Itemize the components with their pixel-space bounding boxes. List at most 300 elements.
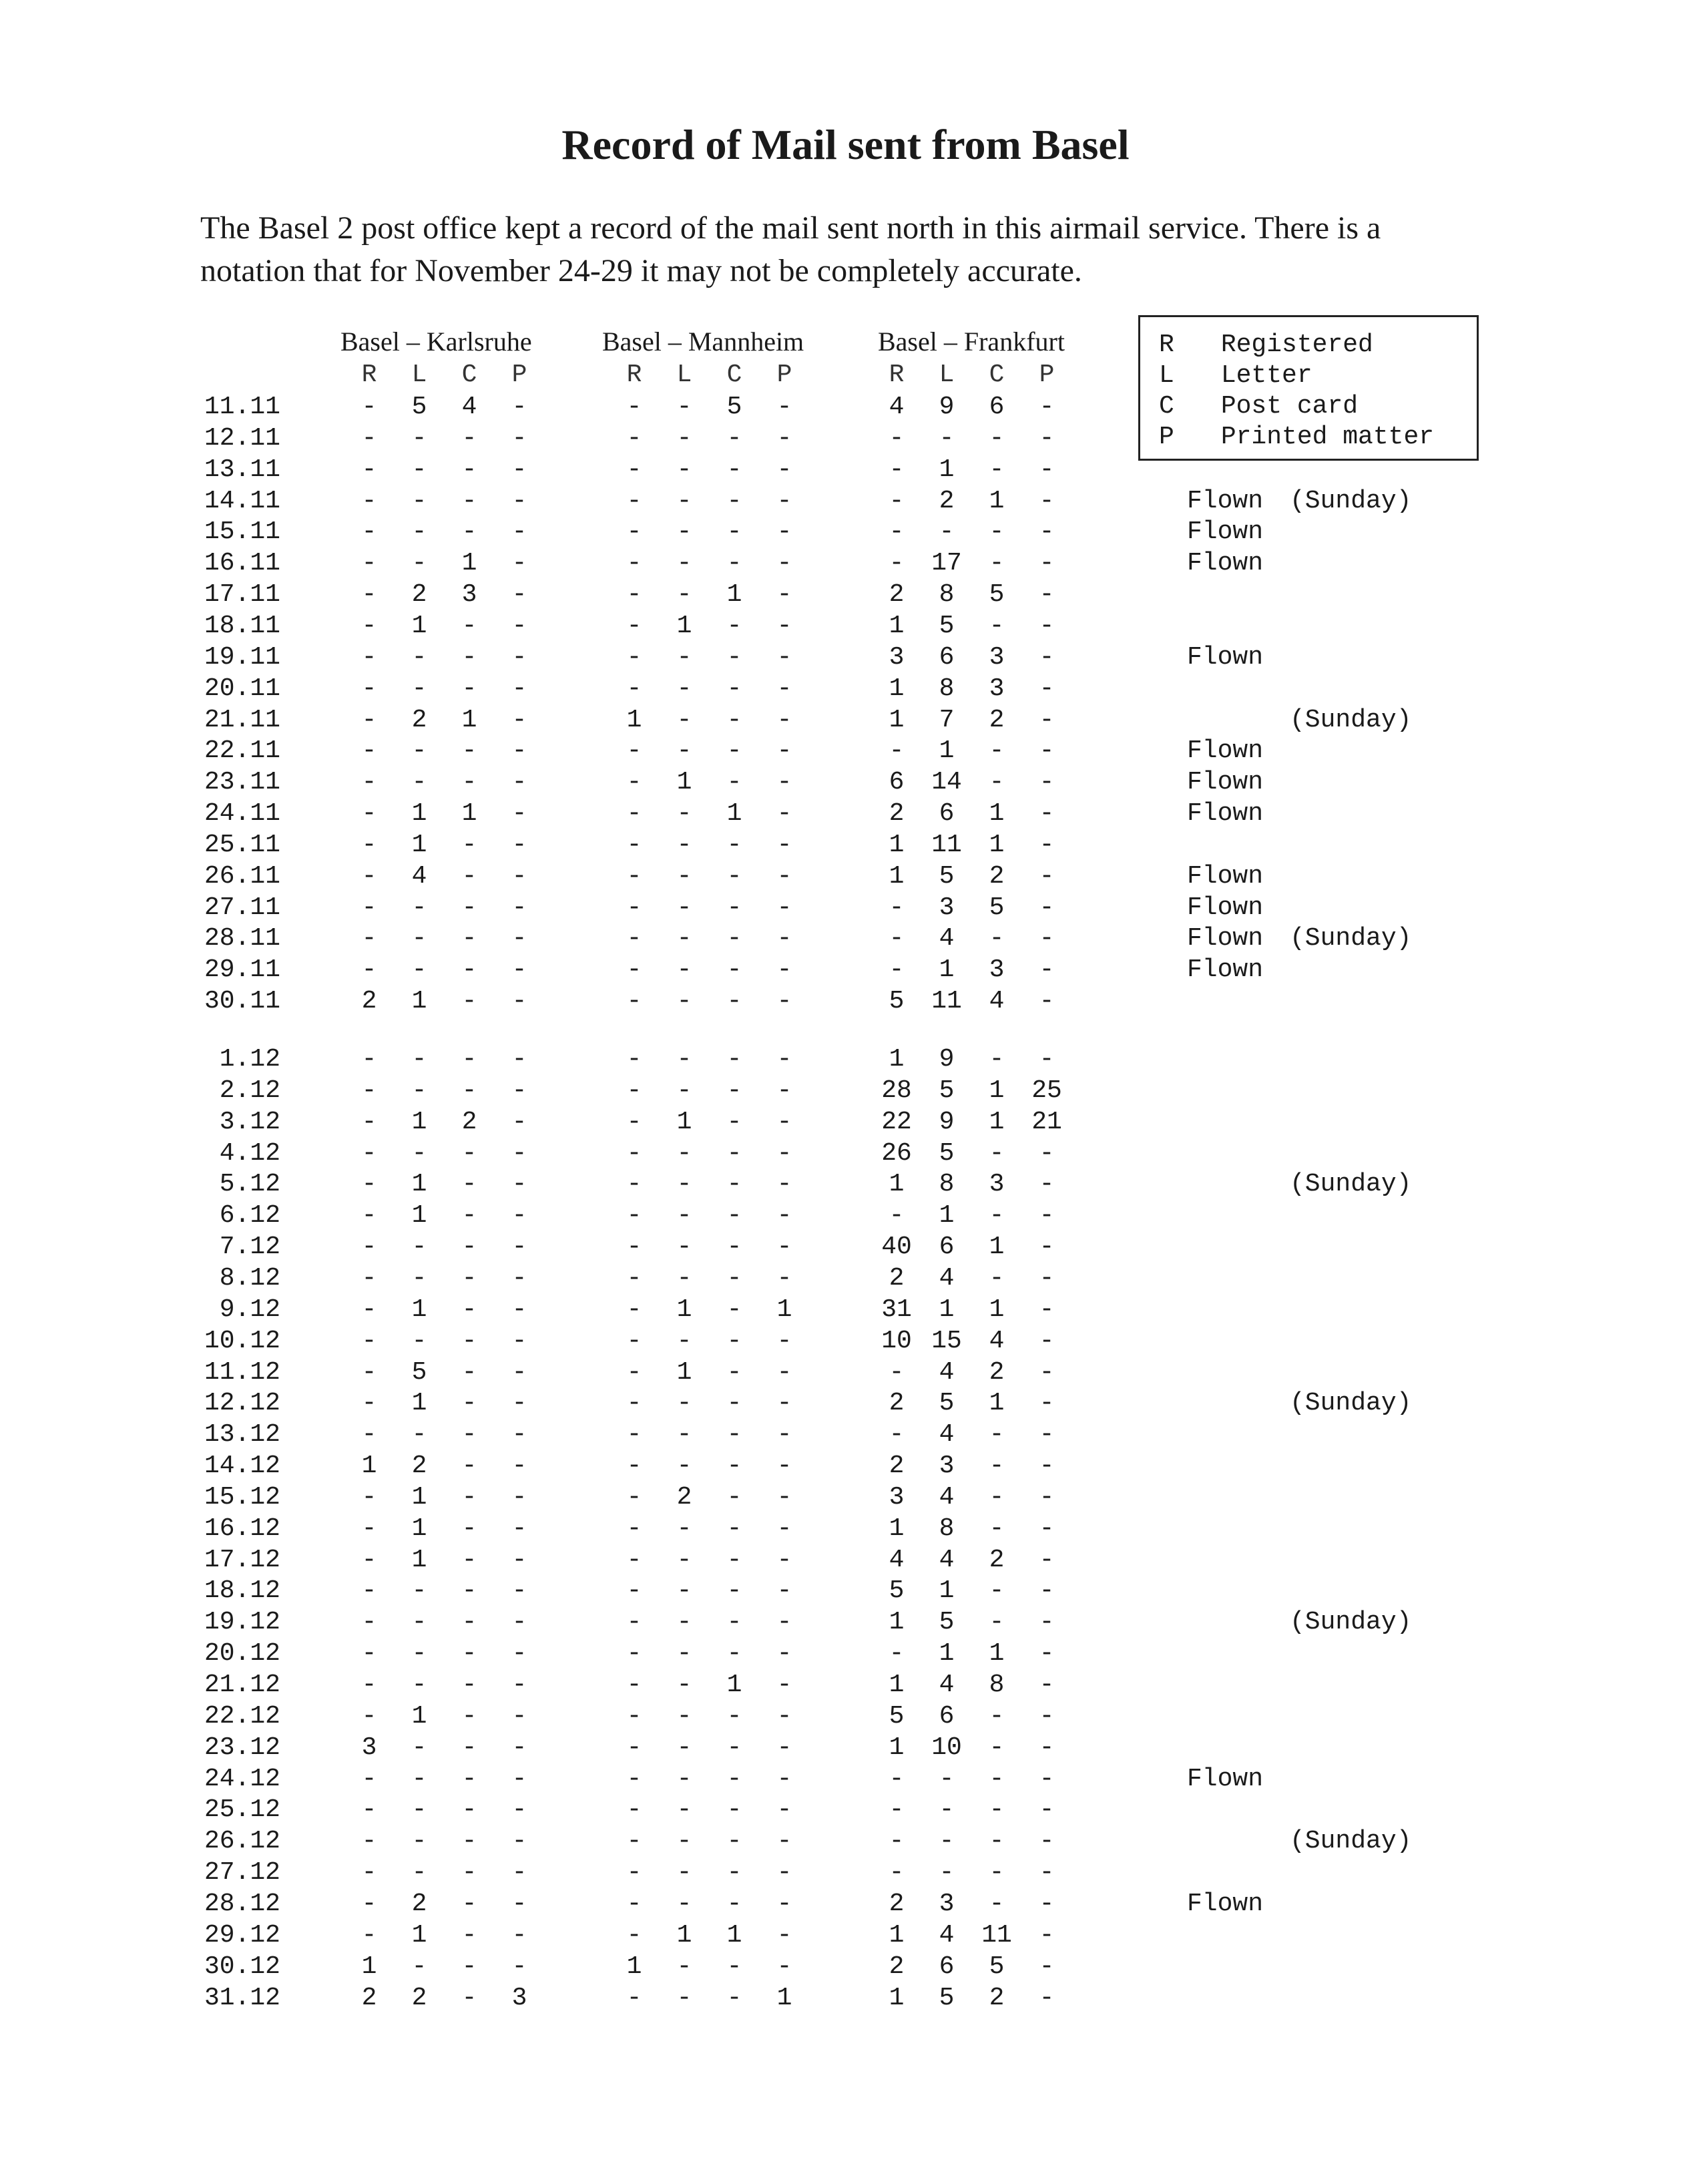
cell-frankfurt: 2 [889, 1452, 905, 1481]
legend-row [1159, 423, 1434, 451]
cell-frankfurt: 5 [939, 1608, 955, 1637]
cell-mannheim: - [676, 705, 692, 734]
cell-karlsruhe: - [411, 1076, 427, 1105]
cell-frankfurt: 6 [989, 393, 1005, 421]
cell-frankfurt: - [989, 1608, 1005, 1637]
cell-frankfurt: 1 [939, 1295, 955, 1324]
row-date: 22.11 [204, 736, 280, 766]
cell-frankfurt: - [1039, 1420, 1055, 1450]
cell-karlsruhe: 2 [411, 705, 427, 734]
cell-mannheim: - [776, 674, 792, 703]
cell-karlsruhe: - [361, 924, 377, 953]
route-heading-karlsruhe: Basel – Karlsruhe [340, 326, 532, 357]
cell-karlsruhe: - [361, 455, 377, 484]
cell-karlsruhe: - [511, 674, 527, 703]
cell-mannheim: - [776, 1858, 792, 1888]
cell-mannheim: 1 [626, 1952, 642, 1981]
cell-frankfurt: - [889, 1827, 905, 1856]
cell-karlsruhe: - [511, 580, 527, 610]
cell-frankfurt: 1 [989, 486, 1005, 515]
cell-frankfurt: 4 [989, 1326, 1005, 1355]
cell-mannheim: - [776, 1639, 792, 1669]
cell-mannheim: - [626, 674, 642, 703]
cell-frankfurt: - [889, 893, 905, 922]
cell-frankfurt: - [989, 611, 1005, 640]
cell-mannheim: - [726, 1076, 742, 1105]
legend-code: R [1159, 331, 1174, 359]
cell-frankfurt: 2 [889, 580, 905, 610]
cell-mannheim: - [676, 580, 692, 610]
cell-karlsruhe: - [511, 768, 527, 797]
cell-karlsruhe: 3 [361, 1733, 377, 1762]
cell-frankfurt: 1 [889, 674, 905, 703]
column-header-mannheim: C [726, 361, 742, 389]
cell-mannheim: - [626, 549, 642, 578]
cell-frankfurt: - [889, 549, 905, 578]
cell-karlsruhe: - [461, 1138, 477, 1168]
cell-karlsruhe: - [511, 705, 527, 734]
cell-karlsruhe: - [461, 1764, 477, 1793]
cell-karlsruhe: - [461, 674, 477, 703]
cell-frankfurt: 4 [939, 924, 955, 953]
cell-mannheim: - [676, 423, 692, 453]
cell-mannheim: - [676, 1608, 692, 1637]
cell-frankfurt: 1 [889, 611, 905, 640]
cell-mannheim: - [726, 987, 742, 1016]
cell-frankfurt: - [1039, 1326, 1055, 1355]
cell-frankfurt: 3 [939, 1889, 955, 1918]
cell-frankfurt: 3 [989, 955, 1005, 985]
cell-frankfurt: 1 [889, 830, 905, 859]
sunday-note: (Sunday) [1290, 1608, 1412, 1637]
cell-frankfurt: 10 [881, 1326, 912, 1355]
cell-frankfurt: - [1039, 1764, 1055, 1793]
cell-karlsruhe: - [511, 1545, 527, 1574]
cell-frankfurt: 26 [881, 1138, 912, 1168]
cell-frankfurt: - [1039, 1983, 1055, 2012]
cell-karlsruhe: - [511, 423, 527, 453]
cell-karlsruhe: 2 [411, 580, 427, 610]
cell-mannheim: - [626, 1452, 642, 1481]
cell-karlsruhe: - [461, 1608, 477, 1637]
cell-karlsruhe: - [511, 1858, 527, 1888]
cell-mannheim: - [626, 1827, 642, 1856]
cell-mannheim: - [726, 955, 742, 985]
cell-frankfurt: - [989, 1889, 1005, 1918]
cell-mannheim: - [776, 1138, 792, 1168]
cell-karlsruhe: - [411, 674, 427, 703]
cell-frankfurt: 5 [889, 987, 905, 1016]
cell-karlsruhe: 5 [411, 1357, 427, 1387]
cell-frankfurt: - [989, 549, 1005, 578]
cell-mannheim: - [676, 1733, 692, 1762]
cell-karlsruhe: - [511, 1389, 527, 1418]
cell-karlsruhe: - [511, 1107, 527, 1136]
cell-frankfurt: 4 [939, 1482, 955, 1512]
flown-note: Flown [1187, 736, 1264, 766]
cell-karlsruhe: - [411, 1671, 427, 1699]
cell-frankfurt: 1 [939, 1576, 955, 1606]
cell-karlsruhe: - [511, 1952, 527, 1981]
row-date: 24.11 [204, 799, 280, 829]
row-date: 6.12 [219, 1201, 280, 1231]
cell-mannheim: - [626, 517, 642, 547]
cell-frankfurt: - [1039, 1233, 1055, 1262]
cell-mannheim: - [626, 1076, 642, 1105]
cell-frankfurt: - [1039, 674, 1055, 703]
cell-frankfurt: - [1039, 1138, 1055, 1168]
cell-mannheim: 1 [776, 1983, 792, 2012]
row-date: 18.12 [204, 1576, 280, 1606]
cell-mannheim: - [726, 1983, 742, 2012]
cell-karlsruhe: - [461, 1733, 477, 1762]
row-date: 1.12 [219, 1045, 280, 1074]
cell-karlsruhe: - [511, 1671, 527, 1699]
row-date: 20.12 [204, 1639, 280, 1669]
flown-note: Flown [1187, 955, 1264, 985]
cell-mannheim: - [776, 1170, 792, 1199]
cell-mannheim: - [676, 1858, 692, 1888]
cell-karlsruhe: 1 [411, 1201, 427, 1231]
cell-mannheim: - [676, 736, 692, 766]
cell-mannheim: - [726, 1827, 742, 1856]
cell-frankfurt: - [989, 1576, 1005, 1606]
legend-label: Registered [1220, 331, 1373, 359]
cell-mannheim: - [626, 1233, 642, 1262]
cell-karlsruhe: 2 [461, 1107, 477, 1136]
cell-frankfurt: 15 [931, 1326, 962, 1355]
cell-mannheim: - [676, 1701, 692, 1731]
cell-mannheim: - [726, 1263, 742, 1293]
cell-mannheim: - [726, 1608, 742, 1637]
cell-karlsruhe: - [511, 455, 527, 484]
cell-mannheim: - [626, 1389, 642, 1418]
cell-karlsruhe: - [461, 830, 477, 859]
cell-frankfurt: 3 [939, 893, 955, 922]
cell-frankfurt: - [1039, 517, 1055, 547]
cell-frankfurt: 4 [939, 1263, 955, 1293]
cell-karlsruhe: - [461, 1263, 477, 1293]
cell-mannheim: - [676, 924, 692, 953]
cell-karlsruhe: - [511, 893, 527, 922]
cell-frankfurt: - [1039, 893, 1055, 922]
row-date: 11.11 [204, 393, 280, 421]
cell-karlsruhe: - [461, 1889, 477, 1918]
cell-karlsruhe: 2 [361, 987, 377, 1016]
cell-mannheim: - [676, 1076, 692, 1105]
flown-note: Flown [1187, 486, 1264, 515]
cell-frankfurt: 22 [881, 1107, 912, 1136]
cell-frankfurt: 8 [939, 1514, 955, 1543]
cell-frankfurt: - [1039, 1827, 1055, 1856]
cell-mannheim: - [626, 987, 642, 1016]
cell-mannheim: - [726, 1733, 742, 1762]
cell-mannheim: - [626, 1889, 642, 1918]
cell-karlsruhe: - [511, 1170, 527, 1199]
cell-mannheim: - [776, 1263, 792, 1293]
cell-karlsruhe: - [461, 861, 477, 891]
cell-frankfurt: 1 [939, 455, 955, 484]
cell-frankfurt: - [989, 423, 1005, 453]
cell-mannheim: - [626, 1263, 642, 1293]
cell-karlsruhe: - [411, 1858, 427, 1888]
cell-frankfurt: 40 [881, 1233, 912, 1262]
cell-frankfurt: 7 [939, 705, 955, 734]
row-date: 23.11 [204, 768, 280, 797]
cell-frankfurt: 9 [939, 393, 955, 421]
cell-frankfurt: - [1039, 1733, 1055, 1762]
row-date: 5.12 [219, 1170, 280, 1199]
cell-karlsruhe: 1 [411, 1545, 427, 1574]
page-title: Record of Mail sent from Basel [561, 121, 1130, 168]
cell-karlsruhe: - [461, 1920, 477, 1950]
cell-karlsruhe: - [461, 768, 477, 797]
cell-karlsruhe: - [511, 642, 527, 672]
cell-karlsruhe: - [411, 1138, 427, 1168]
cell-mannheim: 1 [726, 580, 742, 610]
cell-frankfurt: - [889, 1201, 905, 1231]
column-header-frankfurt: R [889, 361, 905, 389]
row-date: 16.11 [204, 549, 280, 578]
cell-mannheim: - [676, 517, 692, 547]
cell-karlsruhe: - [411, 1233, 427, 1262]
cell-frankfurt: 2 [989, 1545, 1005, 1574]
cell-frankfurt: - [889, 423, 905, 453]
row-date: 12.12 [204, 1389, 280, 1418]
cell-frankfurt: - [889, 736, 905, 766]
cell-mannheim: - [626, 486, 642, 515]
cell-karlsruhe: 1 [411, 1389, 427, 1418]
cell-mannheim: - [676, 955, 692, 985]
cell-karlsruhe: - [361, 861, 377, 891]
cell-mannheim: - [626, 1482, 642, 1512]
cell-karlsruhe: - [361, 1138, 377, 1168]
flown-note: Flown [1187, 1889, 1264, 1918]
sunday-note: (Sunday) [1290, 924, 1412, 953]
cell-frankfurt: - [989, 1764, 1005, 1793]
cell-frankfurt: 2 [989, 861, 1005, 891]
cell-karlsruhe: - [361, 1233, 377, 1262]
cell-mannheim: - [626, 893, 642, 922]
cell-mannheim: - [726, 674, 742, 703]
row-date: 13.12 [204, 1420, 280, 1450]
row-date: 27.12 [204, 1858, 280, 1888]
cell-karlsruhe: - [461, 1671, 477, 1699]
cell-karlsruhe: - [511, 1138, 527, 1168]
cell-frankfurt: - [889, 1420, 905, 1450]
cell-frankfurt: 4 [939, 1920, 955, 1950]
cell-mannheim: 1 [776, 1295, 792, 1324]
cell-mannheim: - [726, 1639, 742, 1669]
cell-frankfurt: - [1039, 611, 1055, 640]
cell-karlsruhe: - [511, 861, 527, 891]
cell-karlsruhe: - [461, 1827, 477, 1856]
cell-frankfurt: 3 [889, 642, 905, 672]
cell-karlsruhe: - [511, 1326, 527, 1355]
cell-karlsruhe: 1 [461, 705, 477, 734]
legend-code: L [1159, 361, 1174, 390]
cell-frankfurt: 1 [989, 1639, 1005, 1669]
cell-karlsruhe: - [511, 1201, 527, 1231]
cell-mannheim: 1 [676, 1295, 692, 1324]
cell-frankfurt: 4 [889, 393, 905, 421]
cell-mannheim: 1 [726, 799, 742, 829]
cell-frankfurt: - [1039, 1514, 1055, 1543]
column-header-mannheim: P [776, 361, 792, 389]
cell-frankfurt: - [1039, 486, 1055, 515]
cell-frankfurt: - [889, 517, 905, 547]
cell-frankfurt: - [939, 1827, 955, 1856]
cell-frankfurt: - [889, 1357, 905, 1387]
row-date: 31.12 [204, 1983, 280, 2012]
cell-karlsruhe: 2 [411, 1983, 427, 2012]
cell-karlsruhe: - [411, 1045, 427, 1074]
sunday-note: (Sunday) [1290, 1170, 1412, 1199]
cell-karlsruhe: - [361, 1701, 377, 1731]
cell-mannheim: - [626, 1201, 642, 1231]
cell-mannheim: - [726, 1858, 742, 1888]
cell-mannheim: - [726, 1545, 742, 1574]
intro-paragraph: The Basel 2 post office kept a record of the mail sent north in this airmail service. There is a notation that for November 24-29 it may not be completely accurate. [200, 210, 1381, 288]
cell-karlsruhe: - [511, 1920, 527, 1950]
cell-frankfurt: - [889, 1764, 905, 1793]
cell-karlsruhe: - [511, 1076, 527, 1105]
cell-karlsruhe: - [511, 1045, 527, 1074]
cell-karlsruhe: - [511, 1701, 527, 1731]
cell-karlsruhe: - [461, 1233, 477, 1262]
cell-karlsruhe: - [461, 1420, 477, 1450]
cell-frankfurt: 14 [931, 768, 962, 797]
cell-mannheim: - [776, 955, 792, 985]
row-date: 19.11 [204, 642, 280, 672]
row-date: 26.11 [204, 861, 280, 891]
cell-karlsruhe: 4 [461, 393, 477, 421]
cell-karlsruhe: - [361, 1263, 377, 1293]
row-date: 10.12 [204, 1326, 280, 1355]
cell-karlsruhe: 1 [411, 1107, 427, 1136]
cell-frankfurt: 8 [939, 674, 955, 703]
cell-karlsruhe: - [361, 893, 377, 922]
flown-note: Flown [1187, 893, 1264, 922]
cell-frankfurt: - [989, 768, 1005, 797]
cell-karlsruhe: - [461, 1326, 477, 1355]
cell-mannheim: - [676, 1138, 692, 1168]
flown-note: Flown [1187, 861, 1264, 891]
cell-karlsruhe: - [411, 1420, 427, 1450]
cell-karlsruhe: - [511, 1514, 527, 1543]
cell-karlsruhe: - [361, 1514, 377, 1543]
cell-karlsruhe: 3 [461, 580, 477, 610]
cell-frankfurt: - [989, 1795, 1005, 1825]
cell-mannheim: - [726, 830, 742, 859]
cell-mannheim: - [726, 1701, 742, 1731]
cell-mannheim: - [676, 987, 692, 1016]
cell-karlsruhe: - [361, 1170, 377, 1199]
row-date: 25.11 [204, 830, 280, 859]
cell-mannheim: - [776, 549, 792, 578]
cell-frankfurt: 3 [889, 1482, 905, 1512]
cell-mannheim: - [776, 1107, 792, 1136]
cell-karlsruhe: - [461, 423, 477, 453]
cell-mannheim: - [626, 799, 642, 829]
cell-mannheim: - [676, 642, 692, 672]
cell-karlsruhe: - [461, 517, 477, 547]
legend-row [1159, 392, 1358, 421]
cell-mannheim: - [776, 1076, 792, 1105]
cell-frankfurt: 2 [889, 799, 905, 829]
cell-frankfurt: 4 [989, 987, 1005, 1016]
cell-karlsruhe: - [361, 423, 377, 453]
row-date: 2.12 [219, 1076, 280, 1105]
cell-karlsruhe: - [361, 549, 377, 578]
row-date: 15.12 [204, 1482, 280, 1512]
cell-frankfurt: - [1039, 580, 1055, 610]
cell-frankfurt: - [1039, 1357, 1055, 1387]
cell-karlsruhe: - [511, 486, 527, 515]
cell-mannheim: - [676, 674, 692, 703]
cell-frankfurt: 1 [889, 1983, 905, 2012]
cell-mannheim: 1 [676, 768, 692, 797]
row-date: 28.11 [204, 924, 280, 953]
row-date: 12.11 [204, 423, 280, 453]
cell-frankfurt: - [989, 1138, 1005, 1168]
cell-karlsruhe: - [411, 549, 427, 578]
row-date: 14.11 [204, 486, 280, 515]
cell-karlsruhe: 2 [411, 1889, 427, 1918]
legend-code: P [1159, 423, 1174, 451]
cell-frankfurt: - [1039, 1295, 1055, 1324]
legend-box [1138, 315, 1479, 461]
cell-frankfurt: 1 [989, 1233, 1005, 1262]
cell-frankfurt: - [1039, 830, 1055, 859]
cell-frankfurt: - [1039, 1952, 1055, 1981]
cell-karlsruhe: - [411, 955, 427, 985]
row-date: 30.11 [204, 987, 280, 1016]
row-date: 17.11 [204, 580, 280, 610]
cell-karlsruhe: - [411, 736, 427, 766]
cell-frankfurt: - [1039, 549, 1055, 578]
cell-karlsruhe: - [511, 924, 527, 953]
cell-frankfurt: - [1039, 705, 1055, 734]
cell-karlsruhe: - [411, 1733, 427, 1762]
row-date: 15.11 [204, 517, 280, 547]
cell-karlsruhe: - [411, 893, 427, 922]
row-date: 30.12 [204, 1952, 280, 1981]
cell-mannheim: - [676, 1170, 692, 1199]
cell-mannheim: 1 [676, 1357, 692, 1387]
cell-karlsruhe: 1 [361, 1452, 377, 1481]
cell-frankfurt: 11 [931, 987, 962, 1016]
cell-frankfurt: - [1039, 1170, 1055, 1199]
flown-note: Flown [1187, 549, 1264, 578]
cell-karlsruhe: - [461, 736, 477, 766]
cell-karlsruhe: - [361, 1795, 377, 1825]
cell-frankfurt: 2 [889, 1263, 905, 1293]
cell-mannheim: - [726, 1482, 742, 1512]
cell-karlsruhe: - [361, 1357, 377, 1387]
cell-mannheim: - [776, 1576, 792, 1606]
cell-karlsruhe: - [511, 1764, 527, 1793]
cell-mannheim: - [776, 1764, 792, 1793]
cell-mannheim: - [626, 768, 642, 797]
cell-mannheim: - [626, 955, 642, 985]
cell-karlsruhe: - [461, 1858, 477, 1888]
cell-frankfurt: 6 [939, 1701, 955, 1731]
cell-mannheim: - [676, 1952, 692, 1981]
cell-mannheim: - [626, 1107, 642, 1136]
cell-karlsruhe: - [461, 1357, 477, 1387]
cell-frankfurt: 17 [931, 549, 962, 578]
